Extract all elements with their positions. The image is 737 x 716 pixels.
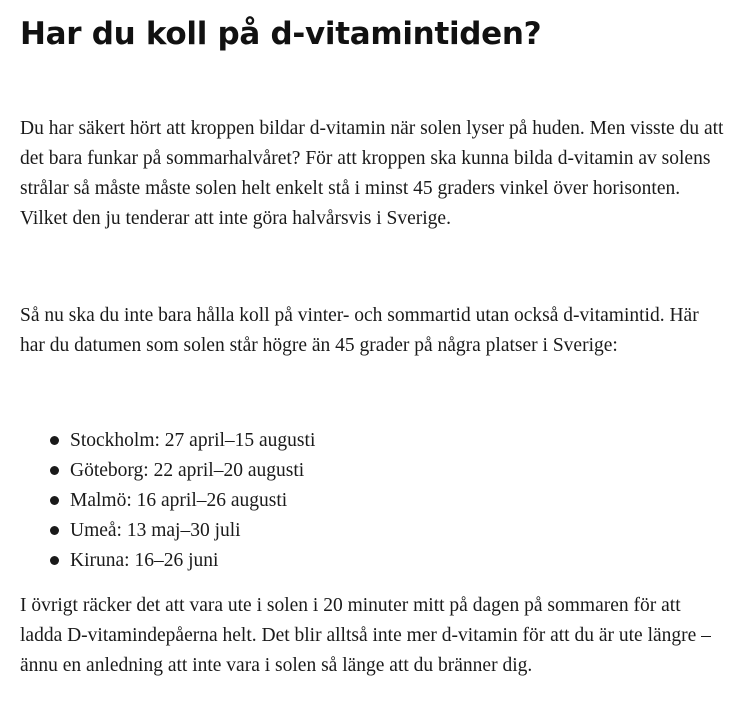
dates-intro-paragraph: Så nu ska du inte bara hålla koll på vinter- och sommartid utan också d-vitamintid. Här har du datumen som solen står högre än 45 grader på några platser i Sverige:: [20, 305, 699, 356]
list-item-text: Malmö: 16 april–26 augusti: [70, 490, 288, 511]
list-item: [48, 546, 315, 576]
closing-paragraph: I övrigt räcker det att vara ute i solen i 20 minuter mitt på dagen på sommaren för att ladda D-vitamindepåerna helt. Det blir alltså inte mer d-vitamin för att du är ute längre – ännu en anledning att inte vara i solen så länge att du bränner dig.: [20, 595, 711, 676]
list-item-text: Göteborg: 22 april–20 augusti: [70, 460, 305, 481]
list-item: [48, 456, 315, 486]
bullet-icon: [50, 526, 59, 535]
page-title: Har du koll på d-vitamintiden?: [20, 16, 542, 52]
list-item: [48, 486, 315, 516]
bullet-icon: [50, 466, 59, 475]
bullet-icon: [50, 556, 59, 565]
intro-paragraph: Du har säkert hört att kroppen bildar d-vitamin när solen lyser på huden. Men visste du att det bara funkar på sommarhalvåret? För att kroppen ska kunna bilda d-vitamin av solens strålar så måste måste solen helt enkelt stå i minst 45 graders vinkel över horisonten. Vilket den ju tenderar att inte göra halvårsvis i Sverige.: [20, 118, 724, 229]
list-item-text: Kiruna: 16–26 juni: [70, 550, 219, 571]
list-item: [48, 426, 315, 456]
list-item: [48, 516, 315, 546]
bullet-icon: [50, 436, 59, 445]
city-dates-list: [48, 426, 315, 576]
bullet-icon: [50, 496, 59, 505]
list-item-text: Stockholm: 27 april–15 augusti: [70, 430, 316, 451]
list-item-text: Umeå: 13 maj–30 juli: [70, 520, 241, 541]
